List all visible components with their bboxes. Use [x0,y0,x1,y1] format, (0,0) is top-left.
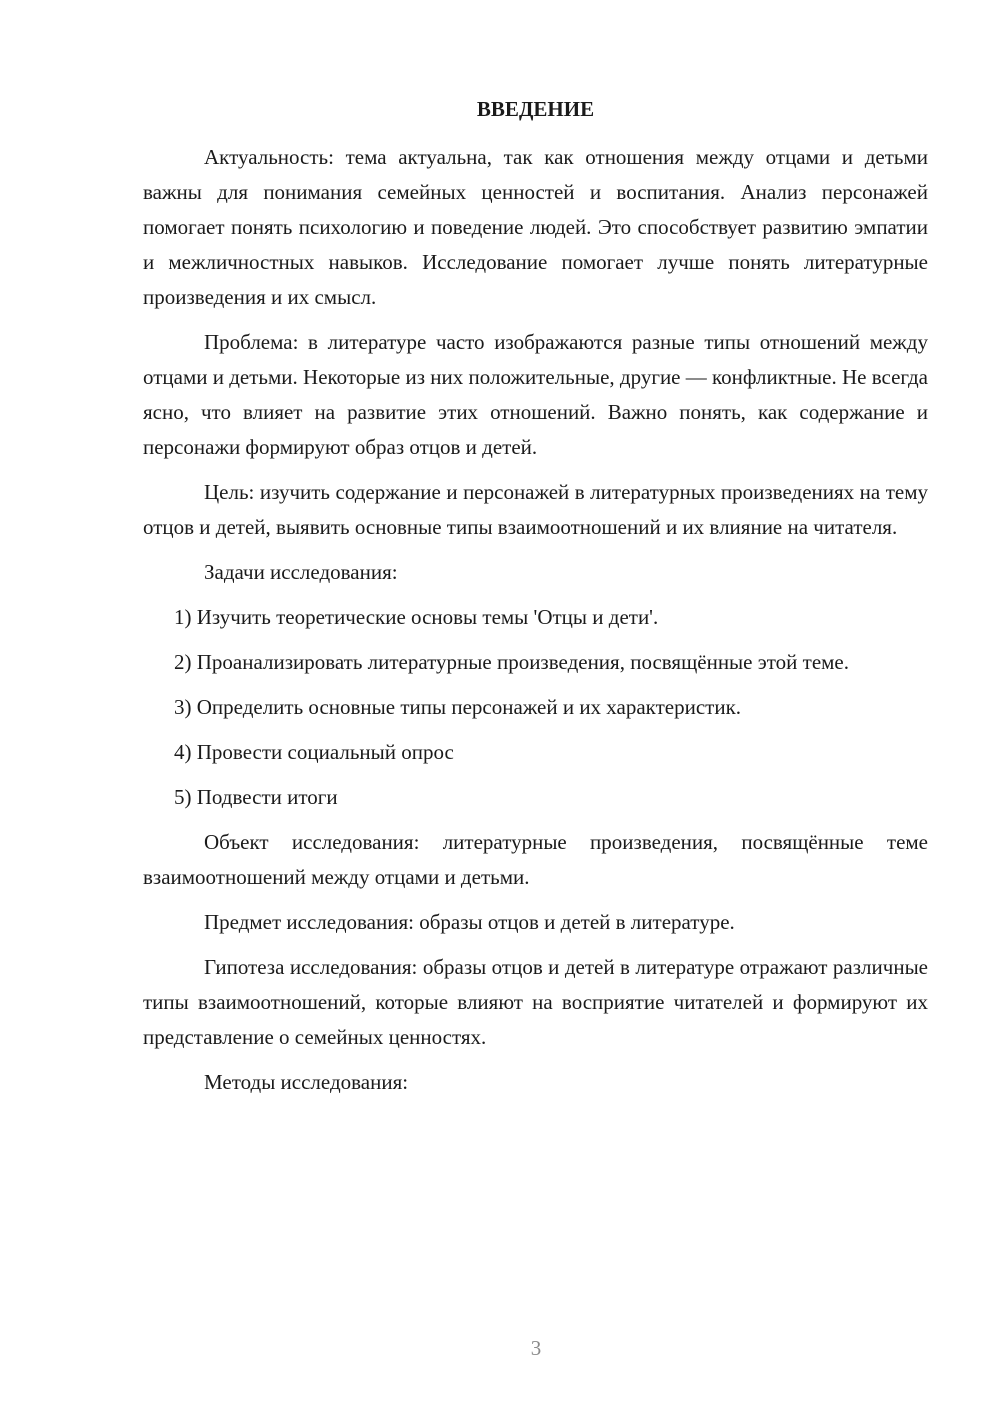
document-page [143,94,928,1110]
list-item: 1) Изучить теоретические основы темы 'Отцы и дети'. [174,605,659,629]
paragraph-object: Объект исследования: литературные произведения, посвящённые теме взаимоотношений между отцами и детьми. [143,830,928,889]
list-item: 4) Провести социальный опрос [174,740,454,764]
paragraph-hypothesis: Гипотеза исследования: образы отцов и детей в литературе отражают различные типы взаимоотношений, которые влияют на восприятие читателей и формируют их представление о семейных ценностях. [143,955,928,1049]
page-title: ВВЕДЕНИЕ [476,97,595,121]
paragraph-methods-title: Методы исследования: [204,1070,409,1094]
paragraph-goal: Цель: изучить содержание и персонажей в литературных произведениях на тему отцов и детей, выявить основные типы взаимоотношений и их влияние на читателя. [143,480,928,539]
paragraph-relevance: Актуальность: тема актуальна, так как отношения между отцами и детьми важны для понимания семейных ценностей и воспитания. Анализ персонажей помогает понять психологию и поведение людей. Это способствует развитию эмпатии и межличностных навыков. Исследование помогает лучше понять литературные произведения и их смысл. [143,145,928,309]
list-item: 3) Определить основные типы персонажей и их характеристик. [174,695,742,719]
paragraph-problem: Проблема: в литературе часто изображаются разные типы отношений между отцами и детьми. Некоторые из них положительные, другие — конфликтные. Не всегда ясно, что влияет на развитие этих отношений. Важно понять, как содержание и персонажи формируют образ отцов и детей. [143,330,928,459]
page-number: 3 [530,1336,542,1360]
tasks-list [143,600,928,815]
list-item: 2) Проанализировать литературные произведения, посвящённые этой теме. [174,650,849,674]
paragraph-tasks-title: Задачи исследования: [204,560,398,584]
paragraph-subject: Предмет исследования: образы отцов и детей в литературе. [204,910,735,934]
list-item: 5) Подвести итоги [174,785,338,809]
